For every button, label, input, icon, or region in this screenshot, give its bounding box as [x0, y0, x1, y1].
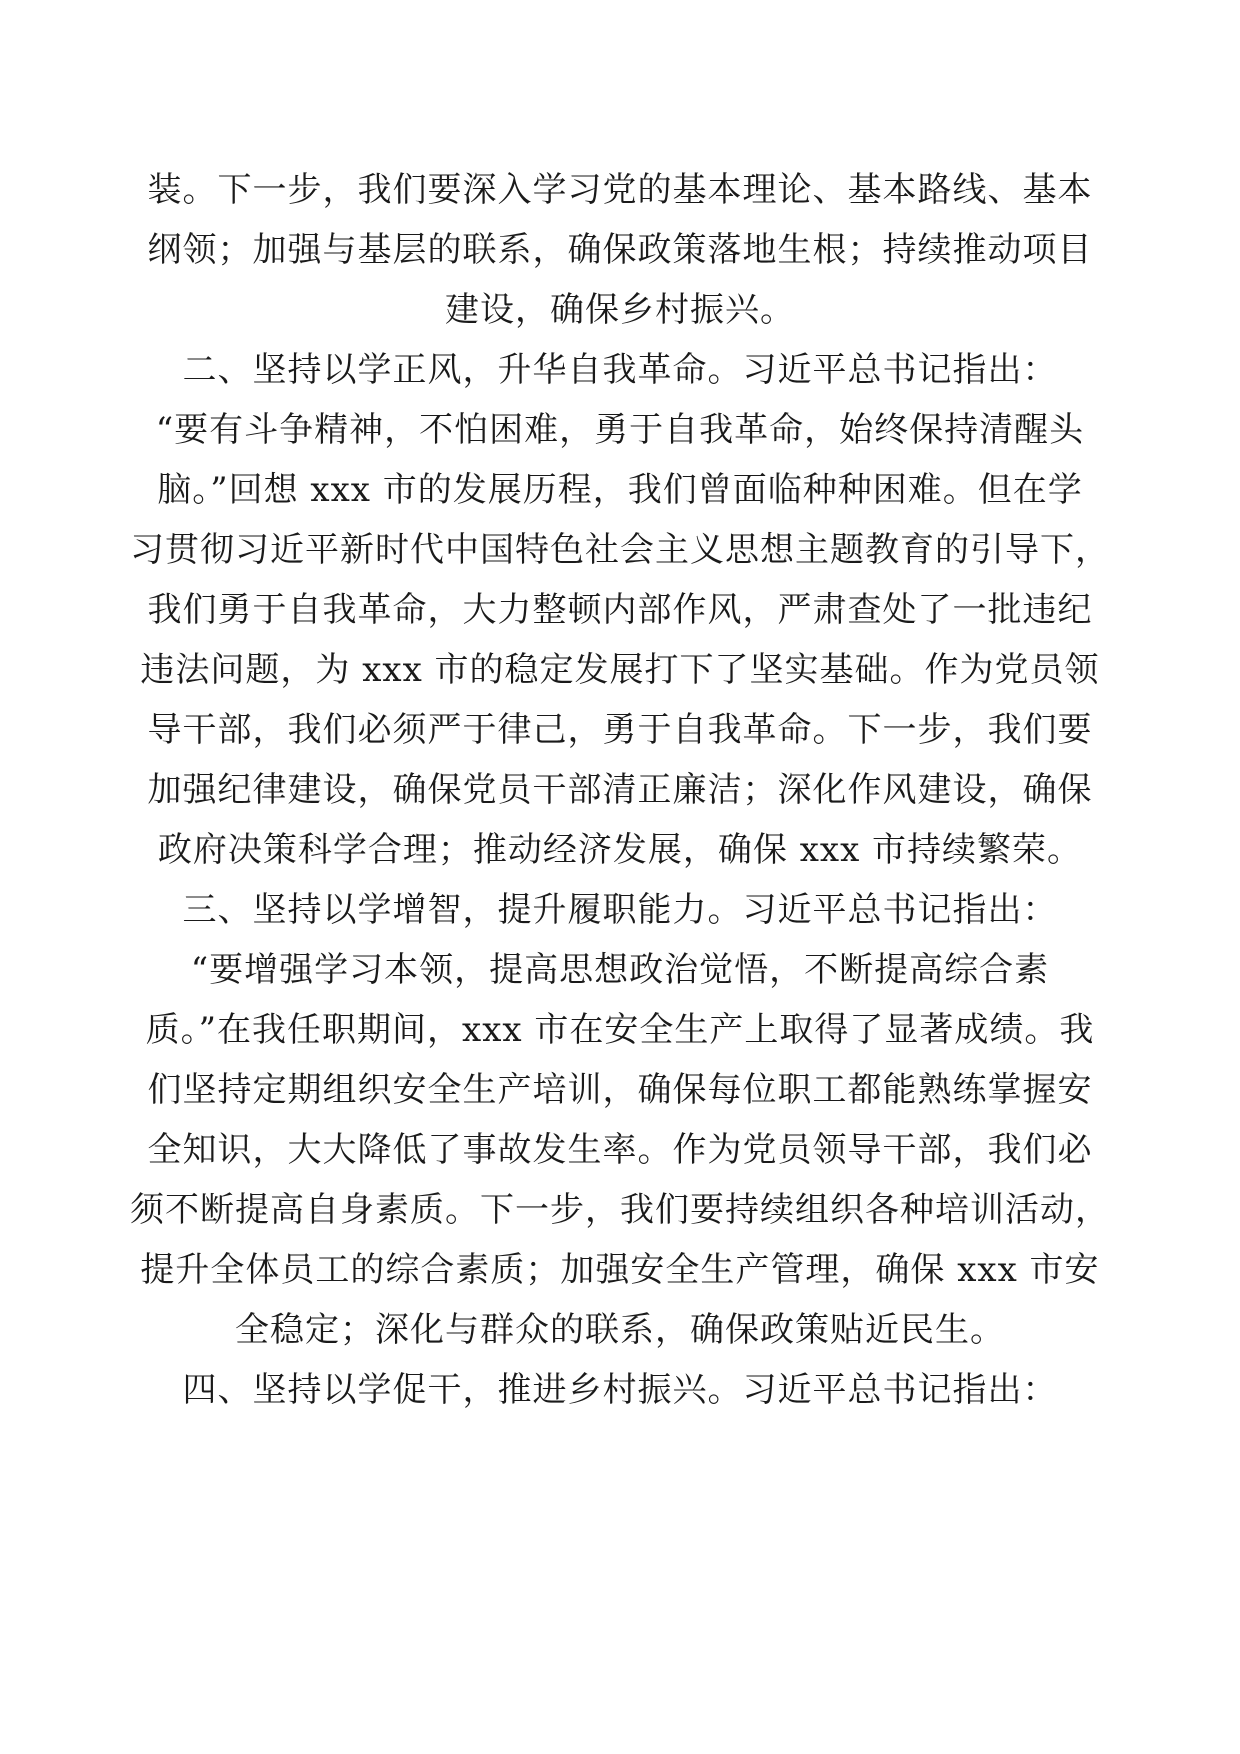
text-line: 导干部，我们必须严于律己，勇于自我革命。下一步，我们要 [147, 710, 1093, 750]
section-heading-3: 三、坚持以学增智，提升履职能力。习近平总书记指出： [182, 890, 1058, 930]
text-line: 我们勇于自我革命，大力整顿内部作风，严肃查处了一批违纪 [147, 590, 1093, 630]
text-line: 须不断提高自身素质。下一步，我们要持续组织各种培训活动， [130, 1190, 1110, 1230]
text-line: 违法问题，为 xxx 市的稳定发展打下了坚实基础。作为党员领 [140, 650, 1100, 690]
text-line: 纲领；加强与基层的联系，确保政策落地生根；持续推动项目 [147, 230, 1093, 270]
text-line: 加强纪律建设，确保党员干部清正廉洁；深化作风建设，确保 [147, 770, 1093, 810]
section-heading-4: 四、坚持以学促干，推进乡村振兴。习近平总书记指出： [182, 1370, 1058, 1410]
text-line: 装。下一步，我们要深入学习党的基本理论、基本路线、基本 [147, 170, 1093, 210]
text-line: “要增强学习本领，提高思想政治觉悟，不断提高综合素 [190, 950, 1050, 990]
text-line: 习贯彻习近平新时代中国特色社会主义思想主题教育的引导下， [130, 530, 1110, 570]
text-line: 建设，确保乡村振兴。 [445, 290, 795, 330]
text-line: 们坚持定期组织安全生产培训，确保每位职工都能熟练掌握安 [147, 1070, 1093, 1110]
text-line: 全稳定；深化与群众的联系，确保政策贴近民生。 [235, 1310, 1005, 1350]
text-line: “要有斗争精神，不怕困难，勇于自我革命，始终保持清醒头 [155, 410, 1085, 450]
text-line: 提升全体员工的综合素质；加强安全生产管理，确保 xxx 市安 [140, 1250, 1100, 1290]
text-line: 全知识，大大降低了事故发生率。作为党员领导干部，我们必 [147, 1130, 1093, 1170]
text-line: 脑。”回想 xxx 市的发展历程，我们曾面临种种困难。但在学 [157, 470, 1083, 510]
text-line: 质。”在我任职期间，xxx 市在安全生产上取得了显著成绩。我 [145, 1010, 1095, 1050]
section-heading-2: 二、坚持以学正风，升华自我革命。习近平总书记指出： [182, 350, 1058, 390]
text-line: 政府决策科学合理；推动经济发展，确保 xxx 市持续繁荣。 [157, 830, 1083, 870]
